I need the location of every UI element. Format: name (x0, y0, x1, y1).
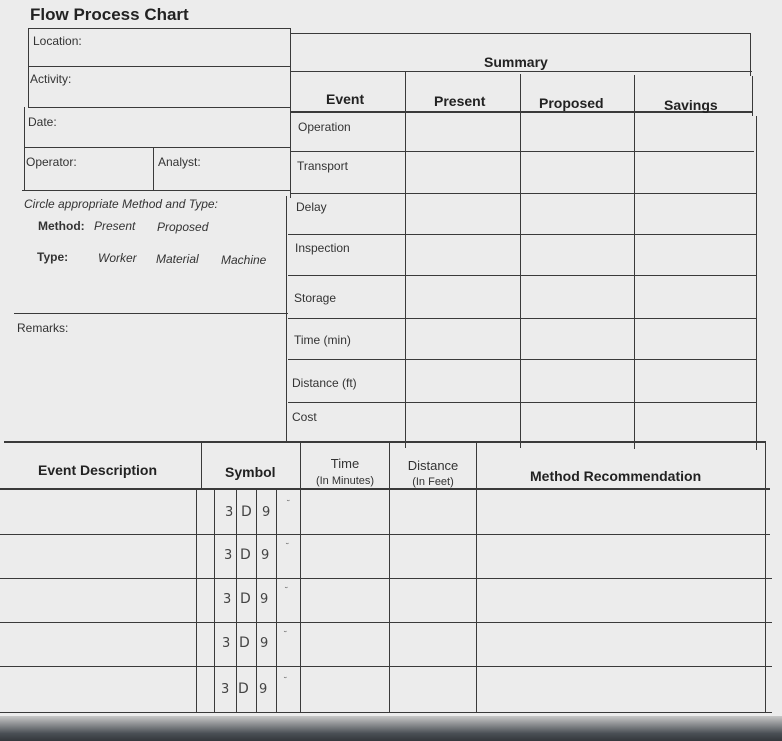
transport-symbol: 9 (262, 505, 271, 520)
symbol-subdivider (214, 490, 215, 712)
summary-row-line (288, 402, 756, 403)
form-title: Flow Process Chart (30, 5, 189, 24)
location-label: Location: (33, 34, 82, 48)
events-header-line (0, 488, 770, 490)
remarks-label: Remarks: (17, 321, 69, 335)
delay-symbol: D (241, 504, 252, 520)
summary-row-line (288, 318, 756, 319)
center-divider-bottom (286, 196, 287, 442)
summary-title: Summary (484, 54, 548, 70)
transport-symbol: 9 (260, 636, 269, 651)
transport-symbol: 9 (260, 592, 269, 607)
summary-row-inspection: Inspection (295, 241, 350, 255)
type-label: Type: (37, 250, 69, 264)
storage-symbol: ˘ (283, 631, 288, 641)
center-divider-top (290, 28, 291, 198)
top-border-left (28, 28, 290, 29)
left-border-mid (24, 107, 25, 191)
date-label: Date: (28, 115, 57, 129)
delay-symbol: D (238, 681, 249, 697)
header-distance-unit: (In Feet) (412, 476, 454, 488)
events-top-line (4, 441, 766, 443)
summary-row-line (290, 151, 754, 152)
transport-symbol: 9 (261, 548, 270, 563)
operation-symbol: 3 (221, 682, 230, 697)
top-border-right (290, 33, 750, 34)
summary-row-transport: Transport (297, 159, 348, 173)
operation-symbol: 3 (222, 636, 231, 651)
operation-symbol: 3 (225, 505, 234, 520)
summary-row-cost: Cost (292, 410, 317, 424)
summary-title-line (290, 71, 752, 72)
storage-symbol: ˘ (286, 500, 291, 510)
method-proposed: Proposed (157, 220, 209, 234)
symbol-subdivider (256, 490, 257, 712)
summary-header-proposed: Proposed (539, 95, 604, 111)
type-material: Material (156, 252, 199, 266)
header-event-description: Event Description (38, 462, 158, 478)
storage-symbol: ˘ (285, 543, 290, 553)
line-operator (22, 190, 290, 191)
symbol-subdivider (236, 490, 237, 712)
summary-header-event: Event (326, 91, 365, 107)
line-date (24, 147, 290, 148)
summary-row-time: Time (min) (294, 333, 351, 347)
summary-header-savings: Savings (664, 97, 718, 113)
left-border-top (28, 28, 29, 108)
summary-row-storage: Storage (294, 291, 337, 305)
summary-row-line (290, 193, 756, 194)
events-right-border (765, 441, 766, 713)
events-row-line (0, 534, 770, 535)
instruction-text: Circle appropriate Method and Type: (24, 197, 218, 211)
type-machine: Machine (221, 253, 267, 267)
events-col-divider-desc (201, 443, 202, 489)
header-time-unit: (In Minutes) (315, 475, 375, 487)
type-worker: Worker (98, 251, 137, 265)
summary-row-delay: Delay (296, 200, 327, 214)
operation-symbol: 3 (223, 592, 232, 607)
summary-right-border-top (750, 33, 751, 76)
delay-symbol: D (239, 635, 250, 651)
screen-bottom-bezel (0, 716, 782, 741)
summary-right-border (756, 116, 757, 450)
operator-label: Operator: (26, 155, 77, 169)
operator-analyst-divider (153, 147, 154, 190)
activity-label: Activity: (30, 72, 72, 86)
storage-symbol: ˘ (284, 587, 289, 597)
line-location (28, 66, 290, 67)
summary-col-divider-3 (634, 75, 635, 449)
summary-col-divider-1 (405, 72, 406, 448)
method-present: Present (94, 219, 136, 233)
operation-symbol: 3 (224, 548, 233, 563)
summary-right-border-header (752, 76, 753, 116)
summary-col-divider-2 (520, 74, 521, 448)
transport-symbol: 9 (259, 682, 268, 697)
header-distance: Distance (407, 458, 459, 473)
summary-row-line (288, 234, 756, 235)
events-row-line (0, 666, 772, 667)
summary-row-distance: Distance (ft) (292, 376, 357, 390)
events-bottom-line (0, 712, 772, 713)
delay-symbol: D (240, 547, 251, 563)
analyst-label: Analyst: (158, 155, 201, 169)
events-col-divider-desc-body (196, 489, 197, 713)
events-row-line (0, 622, 772, 623)
storage-symbol: ˘ (283, 677, 288, 687)
summary-row-operation: Operation (298, 120, 351, 134)
method-label: Method: (38, 219, 85, 233)
summary-row-line (288, 275, 756, 276)
header-time: Time (330, 456, 360, 471)
line-method (14, 313, 288, 314)
header-method-recommendation: Method Recommendation (530, 468, 702, 484)
summary-row-line (288, 359, 756, 360)
summary-header-present: Present (434, 93, 486, 109)
header-symbol: Symbol (225, 464, 276, 480)
events-row-line (0, 578, 772, 579)
symbol-subdivider (276, 490, 277, 712)
delay-symbol: D (240, 591, 251, 607)
line-activity (28, 107, 290, 108)
